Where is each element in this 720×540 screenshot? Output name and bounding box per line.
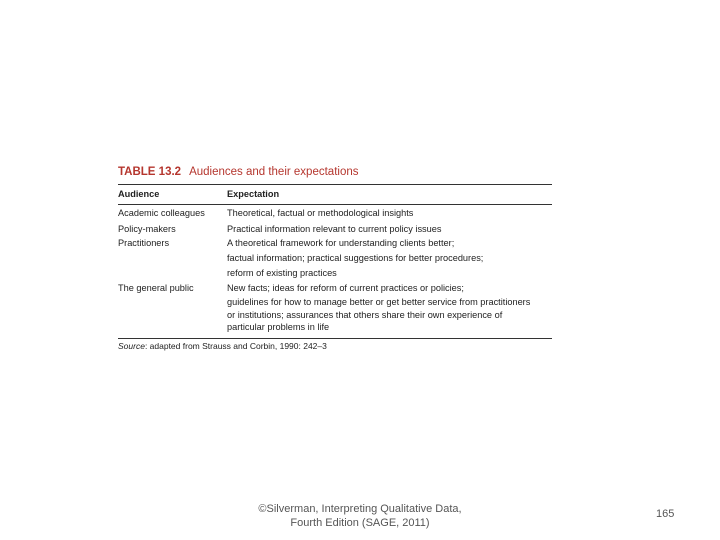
source-text: : adapted from Strauss and Corbin, 1990: 242–3 bbox=[144, 341, 327, 351]
bottom-rule bbox=[118, 338, 552, 339]
table-caption: Audiences and their expectations bbox=[189, 166, 359, 178]
expectation-line: New facts; ideas for reform of current practices or policies; bbox=[227, 283, 464, 293]
page-number: 165 bbox=[656, 508, 675, 520]
copyright-footer bbox=[210, 503, 510, 529]
audience-cell: The general public bbox=[118, 283, 194, 293]
expectation-line: Practical information relevant to current policy issues bbox=[227, 224, 442, 234]
expectation-line: reform of existing practices bbox=[227, 268, 337, 278]
footer-line-1: ©Silverman, Interpreting Qualitative Data, bbox=[258, 503, 462, 515]
audience-cell: Academic colleagues bbox=[118, 208, 205, 218]
table-title bbox=[118, 166, 358, 178]
header-expectation: Expectation bbox=[227, 189, 280, 199]
expectation-line: Theoretical, factual or methodological insights bbox=[227, 208, 414, 218]
header-audience: Audience bbox=[118, 189, 160, 199]
expectation-line: factual information; practical suggestions for better procedures; bbox=[227, 253, 484, 263]
expectation-line: guidelines for how to manage better or get better service from practitioners bbox=[227, 297, 531, 307]
expectation-line: particular problems in life bbox=[227, 322, 330, 332]
table-source bbox=[118, 341, 327, 351]
footer-line-2: Fourth Edition (SAGE, 2011) bbox=[290, 517, 430, 529]
table-number: TABLE 13.2 bbox=[118, 166, 182, 178]
expectation-line: A theoretical framework for understanding clients better; bbox=[227, 238, 455, 248]
audience-cell: Practitioners bbox=[118, 238, 170, 248]
source-label: Source bbox=[118, 341, 145, 351]
audience-cell: Policy-makers bbox=[118, 224, 176, 234]
top-rule bbox=[118, 184, 552, 185]
expectation-line: or institutions; assurances that others share their own experience of bbox=[227, 310, 503, 320]
header-rule bbox=[118, 204, 552, 205]
